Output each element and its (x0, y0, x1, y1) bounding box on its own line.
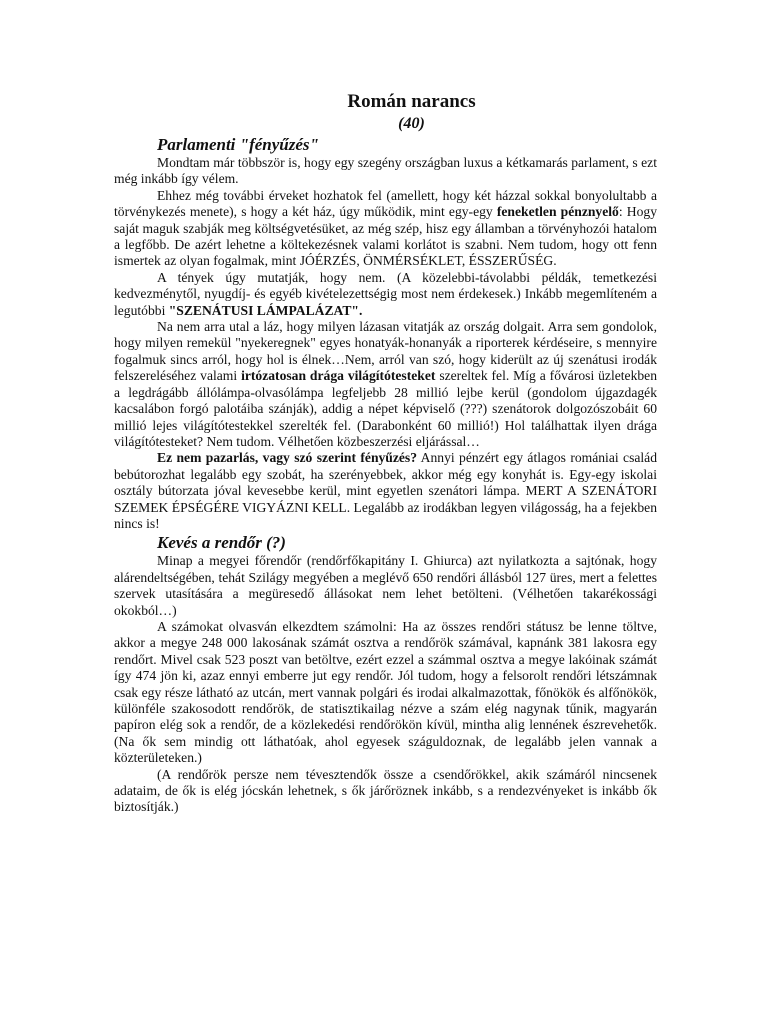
issue-number: (40) (398, 115, 425, 132)
section-heading: Parlamenti "fényűzés" (157, 135, 319, 154)
paragraph: Ehhez még további érveket hozhatok fel (amellett, hogy két házzal sokkal bonyolultabb a törvénykezés menete), s hogy a két ház, úgy működik, mint egy-egy feneketlen pénznyelő: Hogy saját maguk szabják meg költségvetésüket, az még szép, hisz egy államban a törvényhozói hatalom a legfőbb. De azért lehetne a költekezésnek valami korlátot is szabni. Nem tudom, hogy ott fenn ismertek az olyan fogalmak, mint JÓÉRZÉS, ÖNMÉRSÉKLET, ÉSSZERŰSÉG. (114, 187, 657, 269)
section-heading: Kevés a rendőr (?) (157, 533, 286, 553)
paragraph: Mondtam már többször is, hogy egy szegény országban luxus a kétkamarás parlament, s ezt még inkább így vélem. (114, 155, 657, 187)
paragraph: A tények úgy mutatják, hogy nem. (A közelebbi-távolabbi példák, temetkezési kedvezménytől, nyugdíj- és egyéb kivételezettségig most nem érdekesek.) Inkább megemlíteném a legutóbbi "SZENÁTUSI LÁMPALÁZAT". (114, 269, 657, 318)
paragraph: Ez nem pazarlás, vagy szó szerint fényűzés? Annyi pénzért egy átlagos romániai család bebútorozhat legalább egy szobát, ha szerényebbek, akkor még egy konyhát is. Egy-egy iskolai osztály bútorzata jóval kevesebbe kerül, mint egyetlen szenátori lámpa. MERT A SZENÁTORI SZEMEK ÉPSÉGÉRE VIGYÁZNI KELL. Legalább az irodákban legyen világosság, ha a fejekben nincs is! (114, 450, 657, 531)
document-title: Román narancs (347, 91, 476, 112)
paragraph: A számokat olvasván elkezdtem számolni: Ha az összes rendőri státusz be lenne töltve, akkor a megye 248 000 lakosának számát osztva a rendőrök számával, kapnánk 381 lakosra egy rendőrt. Mivel csak 523 poszt van betöltve, ezért ezzel a számmal osztva a megye lakóinak számát így 474 jön ki, azaz ennyi emberre jut egy rendőr. Jól tudom, hogy a felsorolt rendőri létszámnak csak egy része látható az utcán, mert vannak polgári és irodai alkalmazottak, főnökök és alfőnökök, különféle szakosodott rendőrök, de statisztikailag nézve a szám elég nagynak tűnik, magyarán papíron elég sok a rendőr, de a közlekedési rendőrökön kívül, mintha alig lennének észrevehetők. (Na ők sem mindig ott láthatóak, ahol egyesek száguldoznak, de legalább jelen vannak a közterületeken.) (114, 618, 657, 766)
paragraph: Na nem arra utal a láz, hogy milyen lázasan vitatják az ország dolgait. Arra sem gondolok, hogy milyen remekül "nyekeregnek" egyes honatyák-honanyák a riporterek kérdéseire, s mennyire fogalmuk sincs arról, hogy hol is élnek…Nem, arról van szó, hogy kiderült az új szenátusi irodák felszereléséhez valami irtózatosan drága világítótesteket szereltek fel. Míg a fővárosi üzletekben a legdrágább állólámpa-olvasólámpa legfeljebb 28 millió lejbe kerül (gondolom újgazdagék kacsalábon forgó palotáiba szánják), addig a népet képviselő (???) szenátorok dolgozószobáit 60 millió lejes világítótestekkel szerelték fel. (Darabonként 60 millió!) Hol találhattak ilyen drága világítótesteket? Nem tudom. Vélhetően közbeszerzési eljárással… (114, 319, 658, 449)
paragraph: (A rendőrök persze nem tévesztendők össze a csendőrökkel, akik számáról nincsenek adataim, de ők is elég jócskán lehetnek, s ők járőröznek inkább, s a rendezvényeket is inkább ők biztosítják.) (114, 766, 657, 815)
paragraph: Minap a megyei főrendőr (rendőrfőkapitány I. Ghiurca) azt nyilatkozta a sajtónak, hogy alárendeltségében, tehát Szilágy megyében a meglévő 650 rendőri állásból 127 üres, mert a felettes szervek utasítására a megüresedő állásokat nem lehet betölteni. (Vélhetően takarékossági okokból…) (114, 553, 657, 618)
